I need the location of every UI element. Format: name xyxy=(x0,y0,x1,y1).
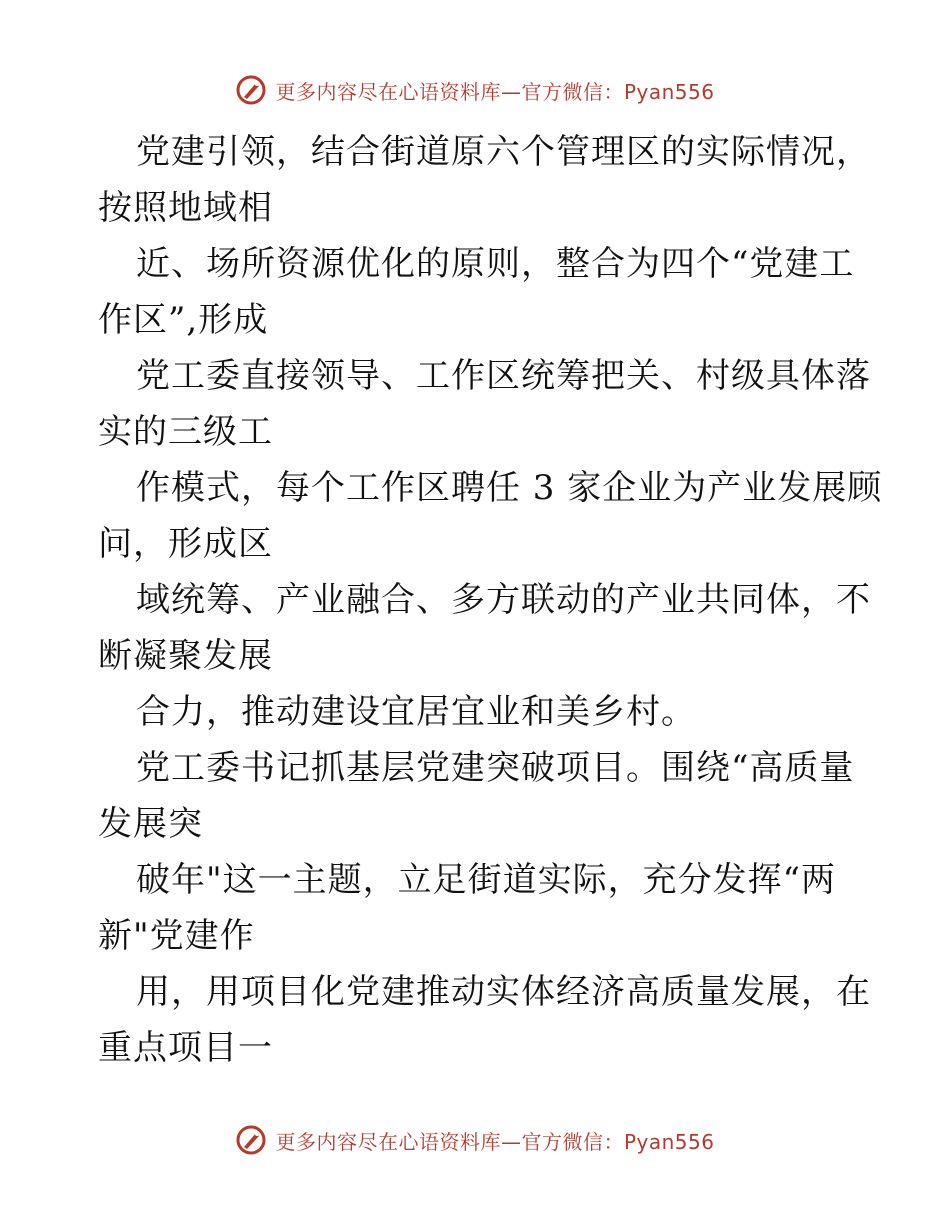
text-line: 作模式，每个工作区聘任 3 家企业为产业发展顾 xyxy=(136,468,883,508)
pen-circle-logo-icon xyxy=(235,74,267,106)
header-banner-text: 更多内容尽在心语资料库—官方微信：Pyan556 xyxy=(275,79,715,104)
text-line: 合力，推动建设宜居宜业和美乡村。 xyxy=(136,692,696,732)
pen-circle-logo-icon xyxy=(235,1124,267,1156)
text-line: 用，用项目化党建推动实体经济高质量发展，在 xyxy=(136,972,871,1012)
text-line: 发展突 xyxy=(98,804,203,844)
text-line: 域统筹、产业融合、多方联动的产业共同体，不 xyxy=(136,580,871,620)
text-line: 按照地域相 xyxy=(98,188,273,228)
text-line: 党工委书记抓基层党建突破项目。围绕“高质量 xyxy=(136,748,855,788)
footer-banner xyxy=(0,1118,950,1162)
text-line: 作区”,形成 xyxy=(98,300,269,340)
text-line: 近、场所资源优化的原则，整合为四个“党建工 xyxy=(136,244,855,284)
document-body xyxy=(98,124,883,1076)
text-line: 断凝聚发展 xyxy=(98,636,273,676)
header-banner xyxy=(0,68,950,112)
text-line: 破年"这一主题，立足街道实际，充分发挥“两 xyxy=(136,860,837,900)
text-line: 党建引领，结合街道原六个管理区的实际情况， xyxy=(136,132,871,172)
text-line: 实的三级工 xyxy=(98,412,273,452)
text-line: 新"党建作 xyxy=(98,916,255,956)
text-line: 重点项目一 xyxy=(98,1028,273,1068)
footer-banner-text: 更多内容尽在心语资料库—官方微信：Pyan556 xyxy=(275,1129,715,1154)
text-line: 党工委直接领导、工作区统筹把关、村级具体落 xyxy=(136,356,871,396)
text-line: 问，形成区 xyxy=(98,524,273,564)
